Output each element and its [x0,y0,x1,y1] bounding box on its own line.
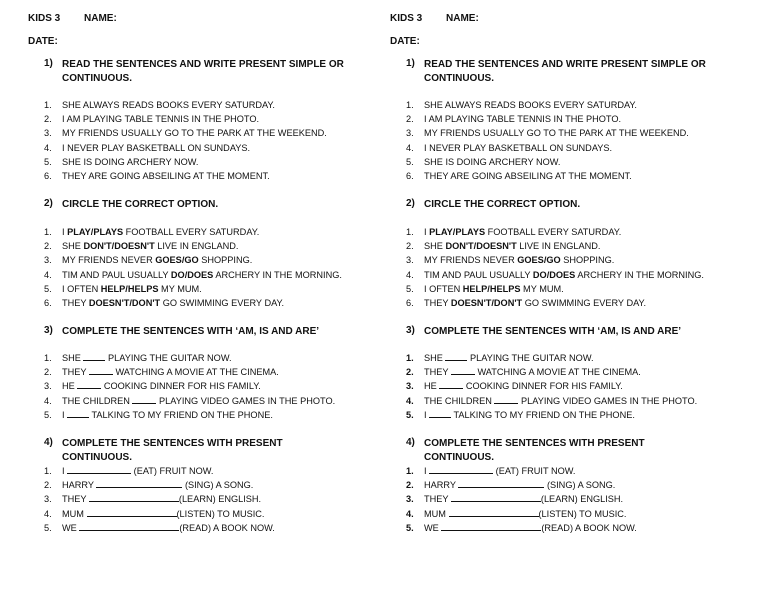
item-text: I TALKING TO MY FRIEND ON THE PHONE. [62,409,273,420]
section-number: 1) [406,58,415,69]
answer-options[interactable]: DON'T/DOESN'T [445,241,517,252]
name-label: NAME: [446,13,479,24]
item-text: HE COOKING DINNER FOR HIS FAMILY. [424,381,623,392]
class-label: KIDS 3 [390,13,423,24]
section-number: 2) [406,198,415,209]
item-number: 3. [44,494,52,505]
item-text: TIM AND PAUL USUALLY DO/DOES ARCHERY IN THE MORNING. [424,269,704,280]
item-number: 5. [406,283,414,294]
section-number: 2) [44,198,53,209]
item-number: 1. [406,353,414,363]
item-text: I TALKING TO MY FRIEND ON THE PHONE. [424,409,635,420]
section-title: COMPLETE THE SENTENCES WITH ‘AM, IS AND ARE’ [62,326,320,337]
item-text: TIM AND PAUL USUALLY DO/DOES ARCHERY IN THE MORNING. [62,269,342,280]
item-text: HARRY (SING) A SONG. [62,480,254,491]
item-number: 2. [406,367,414,378]
answer-options[interactable]: DOESN'T/DON'T [450,297,523,308]
item-text: I NEVER PLAY BASKETBALL ON SUNDAYS. [424,142,613,153]
item-number: 3. [406,381,414,392]
item-number: 4. [44,395,52,406]
answer-options[interactable]: DO/DOES [532,269,576,280]
item-text: SHE PLAYING THE GUITAR NOW. [424,353,594,363]
item-text: I (EAT) FRUIT NOW. [62,466,214,476]
item-text: THEY (LEARN) ENGLISH. [424,494,624,505]
date-label: DATE: [28,36,58,47]
date-label: DATE: [390,36,420,47]
answer-blank[interactable] [83,351,105,361]
item-text: THE CHILDREN PLAYING VIDEO GAMES IN THE PHOTO. [62,395,336,406]
answer-blank[interactable] [441,521,541,531]
answer-blank[interactable] [439,379,463,389]
item-text: WE (READ) A BOOK NOW. [62,522,275,533]
item-text: SHE DON'T/DOESN'T LIVE IN ENGLAND. [424,241,601,252]
item-number: 2. [44,241,52,252]
answer-blank[interactable] [96,478,182,488]
section-title: COMPLETE THE SENTENCES WITH ‘AM, IS AND ARE’ [424,326,682,337]
item-number: 1. [44,466,52,476]
item-number: 5. [44,409,52,420]
item-number: 6. [406,170,414,181]
item-text: I AM PLAYING TABLE TENNIS IN THE PHOTO. [62,114,260,125]
answer-blank[interactable] [89,492,179,502]
answer-blank[interactable] [89,365,113,375]
item-number: 2. [44,367,52,378]
item-number: 6. [406,297,414,308]
worksheet-left [0,0,372,594]
item-number: 1. [406,466,414,476]
item-text: SHE IS DOING ARCHERY NOW. [424,156,561,167]
answer-blank[interactable] [451,365,475,375]
item-text: THEY (LEARN) ENGLISH. [62,494,262,505]
answer-blank[interactable] [67,408,89,418]
item-text: SHE ALWAYS READS BOOKS EVERY SATURDAY. [62,100,275,110]
section-number: 4) [406,437,415,448]
item-number: 5. [406,522,414,533]
answer-options[interactable]: PLAY/PLAYS [67,227,124,237]
item-number: 1. [44,100,52,110]
section-number: 1) [44,58,53,69]
item-number: 4. [44,508,52,519]
item-number: 1. [44,227,52,237]
item-text: SHE PLAYING THE GUITAR NOW. [62,353,232,363]
item-number: 3. [44,381,52,392]
item-number: 2. [406,241,414,252]
item-number: 3. [406,255,414,266]
item-number: 3. [406,128,414,139]
answer-blank[interactable] [494,394,518,404]
class-label: KIDS 3 [28,13,61,24]
answer-blank[interactable] [458,478,544,488]
item-text: I OFTEN HELP/HELPS MY MUM. [62,283,202,294]
section-title: COMPLETE THE SENTENCES WITH PRESENT CONTINUOUS. [62,438,283,463]
answer-blank[interactable] [445,351,467,361]
item-number: 3. [44,128,52,139]
answer-options[interactable]: GOES/GO [517,255,561,266]
item-number: 2. [406,114,414,125]
item-number: 5. [44,522,52,533]
item-text: SHE IS DOING ARCHERY NOW. [62,156,199,167]
item-text: I PLAY/PLAYS FOOTBALL EVERY SATURDAY. [62,227,260,237]
answer-blank[interactable] [451,492,541,502]
item-number: 4. [406,395,414,406]
answer-options[interactable]: DON'T/DOESN'T [83,241,155,252]
item-number: 5. [406,156,414,167]
answer-blank[interactable] [77,379,101,389]
name-label: NAME: [84,13,117,24]
item-number: 4. [406,269,414,280]
item-number: 4. [44,269,52,280]
section-number: 4) [44,437,53,448]
item-number: 2. [44,480,52,491]
item-text: MY FRIENDS NEVER GOES/GO SHOPPING. [424,255,615,266]
item-number: 1. [406,100,414,110]
item-text: THEY ARE GOING ABSEILING AT THE MOMENT. [62,170,270,181]
answer-options[interactable]: DO/DOES [170,269,214,280]
item-text: WE (READ) A BOOK NOW. [424,522,637,533]
item-text: I (EAT) FRUIT NOW. [424,466,576,476]
item-number: 2. [406,480,414,491]
answer-options[interactable]: PLAY/PLAYS [429,227,486,237]
item-text: SHE DON'T/DOESN'T LIVE IN ENGLAND. [62,241,239,252]
answer-blank[interactable] [132,394,156,404]
item-text: MUM (LISTEN) TO MUSIC. [424,508,627,519]
item-number: 5. [44,156,52,167]
answer-options[interactable]: GOES/GO [155,255,199,266]
section-title: CIRCLE THE CORRECT OPTION. [62,199,219,210]
item-text: THEY DOESN'T/DON'T GO SWIMMING EVERY DAY. [62,297,285,308]
item-number: 2. [44,114,52,125]
item-number: 4. [406,508,414,519]
section-number: 3) [44,325,53,336]
answer-blank[interactable] [429,464,493,474]
section-title: READ THE SENTENCES AND WRITE PRESENT SIMPLE OR CONTINUOUS. [424,59,706,84]
item-number: 3. [44,255,52,266]
item-text: HARRY (SING) A SONG. [424,480,616,491]
section-title: READ THE SENTENCES AND WRITE PRESENT SIMPLE OR CONTINUOUS. [62,59,344,84]
item-number: 1. [44,353,52,363]
item-number: 5. [44,283,52,294]
answer-options[interactable]: HELP/HELPS [462,283,521,294]
item-number: 3. [406,494,414,505]
answer-options[interactable]: DOESN'T/DON'T [88,297,161,308]
item-text: SHE ALWAYS READS BOOKS EVERY SATURDAY. [424,100,637,110]
answer-blank[interactable] [87,507,177,517]
worksheet-right [362,0,734,594]
item-text: I AM PLAYING TABLE TENNIS IN THE PHOTO. [424,114,622,125]
answer-blank[interactable] [449,507,539,517]
item-text: THE CHILDREN PLAYING VIDEO GAMES IN THE PHOTO. [424,395,698,406]
item-text: I NEVER PLAY BASKETBALL ON SUNDAYS. [62,142,251,153]
item-number: 6. [44,170,52,181]
item-number: 4. [406,142,414,153]
item-text: THEY WATCHING A MOVIE AT THE CINEMA. [424,367,641,378]
item-text: MY FRIENDS USUALLY GO TO THE PARK AT THE WEEKEND. [62,128,327,139]
item-text: HE COOKING DINNER FOR HIS FAMILY. [62,381,261,392]
item-text: THEY DOESN'T/DON'T GO SWIMMING EVERY DAY. [424,297,647,308]
item-text: THEY WATCHING A MOVIE AT THE CINEMA. [62,367,279,378]
item-text: MY FRIENDS NEVER GOES/GO SHOPPING. [62,255,253,266]
answer-blank[interactable] [429,408,451,418]
section-title: CIRCLE THE CORRECT OPTION. [424,199,581,210]
section-title: COMPLETE THE SENTENCES WITH PRESENT CONTINUOUS. [424,438,645,463]
item-text: I OFTEN HELP/HELPS MY MUM. [424,283,564,294]
item-text: MUM (LISTEN) TO MUSIC. [62,508,265,519]
item-text: THEY ARE GOING ABSEILING AT THE MOMENT. [424,170,632,181]
answer-options[interactable]: HELP/HELPS [100,283,159,294]
section-number: 3) [406,325,415,336]
item-number: 1. [406,227,414,237]
item-number: 6. [44,297,52,308]
item-text: MY FRIENDS USUALLY GO TO THE PARK AT THE WEEKEND. [424,128,689,139]
item-number: 4. [44,142,52,153]
answer-blank[interactable] [67,464,131,474]
item-text: I PLAY/PLAYS FOOTBALL EVERY SATURDAY. [424,227,622,237]
item-number: 5. [406,409,414,420]
answer-blank[interactable] [79,521,179,531]
